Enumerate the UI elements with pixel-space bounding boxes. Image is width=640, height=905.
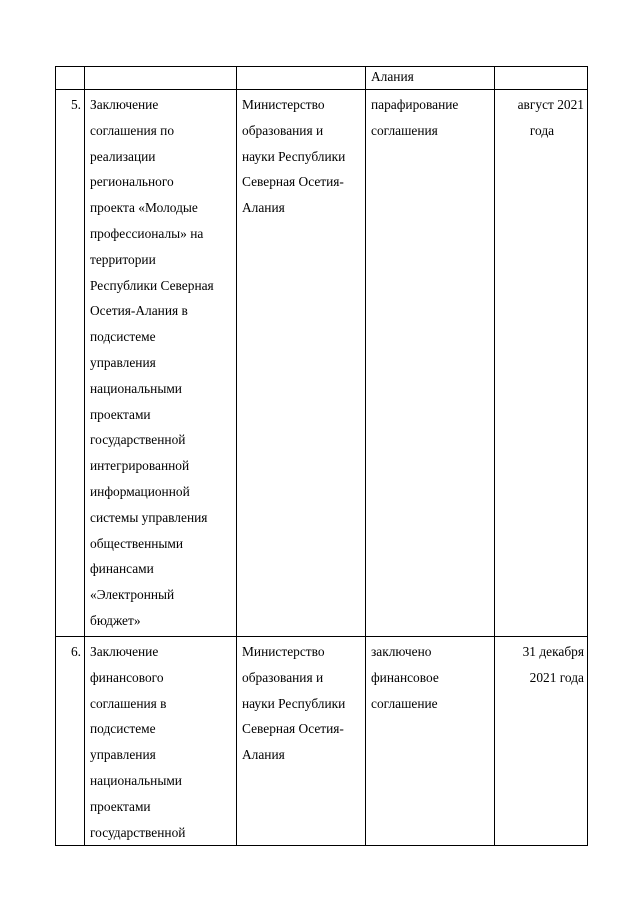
text-line: профессионалы» на [90,225,204,241]
text-line: август 2021 [517,97,584,112]
responsible-cell [237,90,366,637]
text-line: соглашения [371,122,438,138]
text-line: государственной [90,824,186,840]
text-line: подсистеме [90,329,156,345]
table-row-continuation [56,67,588,90]
text-line: заключено [371,644,432,659]
text-line: науки Республики [242,695,346,711]
text-line: соглашения по [90,122,175,138]
document-table [55,66,588,846]
text-line: образования и [242,122,324,138]
text-line: парафирование [371,97,459,112]
text-line: общественными [90,535,184,551]
result-cell [366,637,495,846]
result-cell [366,90,495,637]
text-line: года [529,122,555,138]
cell-event [85,67,237,90]
text-line: бюджет» [90,612,141,628]
deadline-cell [495,90,588,637]
text-line: Осетия-Алания в [90,303,188,319]
text-line: информационной [90,483,190,499]
cell-num [56,67,85,90]
text-line: финансами [90,561,154,577]
text-line: финансовое [371,669,439,685]
text-line: проекта «Молодые [90,200,198,216]
text-line: Министерство [242,97,325,112]
event-cell [85,90,237,637]
text-line: Северная Осетия- [242,721,344,737]
text-line: образования и [242,669,324,685]
text-line: государственной [90,432,186,448]
table-row [56,637,588,846]
row-number: 6. [56,637,85,846]
responsible-cell [237,637,366,846]
text-line: национальными [90,380,182,396]
text-line: Северная Осетия- [242,174,344,190]
text-line: науки Республики [242,148,346,164]
text-line: системы управления [90,509,208,525]
text-line: Министерство [242,644,325,659]
text-line: соглашения в [90,695,167,711]
text-line: проектами [90,406,151,422]
text-line: регионального [90,174,174,190]
deadline-cell [495,637,588,846]
text-line: управления [90,354,156,370]
text-line: Республики Северная [90,277,214,293]
cell-result: Алания [366,67,495,90]
table-row [56,90,588,637]
cell-responsible [237,67,366,90]
text-line: Заключение [90,644,159,659]
text-line: управления [90,747,156,763]
row-number: 5. [56,90,85,637]
text-line: 31 декабря [522,644,584,659]
cell-deadline [495,67,588,90]
text-line: национальными [90,772,182,788]
text-line: реализации [90,148,156,164]
text-line: соглашение [371,695,438,711]
text-line: территории [90,251,156,267]
text-line: «Электронный [90,587,175,603]
text-line: финансового [90,669,164,685]
text-line: 2021 года [529,669,584,685]
text-line: Алания [242,200,285,216]
text-line: Алания [242,747,285,763]
event-cell [85,637,237,846]
text-line: Заключение [90,97,159,112]
text-line: подсистеме [90,721,156,737]
text-line: интегрированной [90,458,190,474]
text-line: проектами [90,798,151,814]
